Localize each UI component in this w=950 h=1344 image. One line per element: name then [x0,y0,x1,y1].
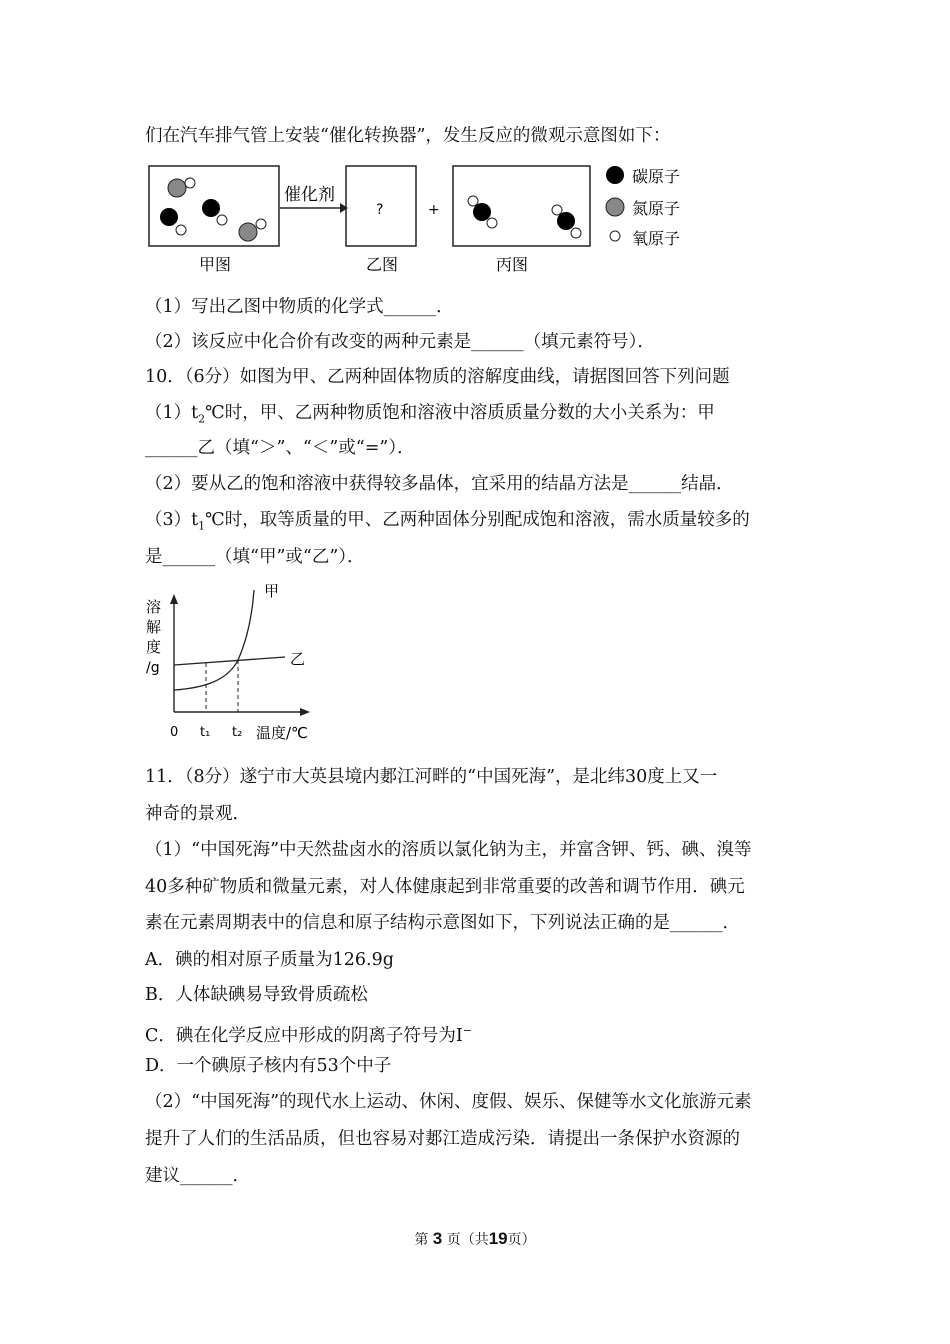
q10-p1-pre: （1）t [145,403,199,423]
footer-pre: 第 [414,1232,429,1248]
legend-carbon: 碳原子 [632,167,681,186]
y-label-2: 解 [146,618,162,636]
page-footer [0,1229,950,1249]
q10-part1-line1 [145,401,715,432]
q10-p3-post: ℃时，取等质量的甲、乙两种固体分别配成饱和溶液，需水质量较多的 [205,510,750,530]
y-label-1: 溶 [146,598,162,616]
footer-total-pages: 19 [488,1229,508,1248]
t1-label: t₁ [200,725,211,740]
q10-p1-sub: 2 [198,412,206,426]
solubility-chart [140,580,330,745]
q10-header: 10．（6分）如图为甲、乙两种固体物质的溶解度曲线，请据图回答下列问题 [145,367,730,387]
q11-option-c-text: C．碘在化学反应中形成的阴离子符号为I [145,1025,463,1046]
intro-line: 们在汽车排气管上安装“催化转换器”，发生反应的微观示意图如下： [145,126,671,146]
molecule-co-2 [202,199,227,225]
q11-header-line1: 11．（8分）遂宁市大英县境内郪江河畔的“中国死海”，是北纬30度上又一 [145,767,718,787]
q11-option-a: A．碘的相对原子质量为126.9g [145,950,394,970]
plus-sign: + [428,202,440,218]
legend-carbon-icon [606,166,624,184]
footer-post: 页） [507,1232,536,1248]
t2-label: t₂ [232,725,243,740]
q11-option-c-sup: − [462,1024,473,1037]
legend-nitrogen: 氮原子 [632,199,681,218]
y-label-4: /g [146,660,160,676]
molecule-co-1 [160,208,186,235]
unknown-mark: ? [376,202,384,218]
catalyst-label: 催化剂 [284,185,335,205]
molecule-no-1 [168,178,195,197]
q10-p1-post: ℃时，甲、乙两种物质饱和溶液中溶质质量分数的大小关系为：甲 [205,403,715,423]
q11-part1-line2: 40多种矿物质和微量元素，对人体健康起到非常重要的改善和调节作用．碘元 [145,877,745,897]
q11-part2-line3: 建议______． [145,1166,250,1186]
x-axis-label: 温度/℃ [256,724,308,742]
curve-jia [174,590,254,690]
molecule-co2-2 [552,205,581,238]
legend-oxygen-icon [610,231,620,241]
q10-part3-line1 [145,508,750,539]
label-yi-tu: 乙图 [366,255,399,274]
q11-part2-line1: （2）“中国死海”的现代水上运动、休闲、度假、娱乐、保健等水文化旅游元素 [145,1092,752,1112]
curve-jia-label: 甲 [264,582,280,600]
q9-part2: （2）该反应中化合价有改变的两种元素是______（填元素符号）． [145,332,655,352]
footer-page-number: 3 [432,1229,443,1248]
q11-part1-line3: 素在元素周期表中的信息和原子结构示意图如下，下列说法正确的是______． [145,913,740,933]
q10-part1-line2: ______乙（填“＞”、“＜”或“=”）． [145,438,415,458]
footer-mid: 页（共 [446,1232,489,1248]
q11-part2-line2: 提升了人们的生活品质，但也容易对郪江造成污染．请提出一条保护水资源的 [145,1129,740,1149]
legend-nitrogen-icon [606,198,624,216]
q11-option-d: D．一个碘原子核内有53个中子 [145,1056,392,1076]
q10-p3-pre: （3）t [145,510,199,530]
legend-oxygen: 氧原子 [632,229,681,248]
q10-part3-line2: 是______（填“甲”或“乙”）． [145,547,365,567]
q11-header-line2: 神奇的景观． [145,804,250,824]
q11-option-b: B．人体缺碘易导致骨质疏松 [145,985,368,1005]
origin-label: 0 [170,725,179,740]
arrow-head [340,203,348,213]
x-axis-arrow [300,708,310,716]
molecule-no-2 [239,219,266,241]
curve-yi-label: 乙 [290,650,306,668]
label-bing-tu: 丙图 [496,255,529,274]
q9-part1: （1）写出乙图中物质的化学式______． [145,297,454,317]
q11-part1-line1: （1）“中国死海”中天然盐卤水的溶质以氯化钠为主，并富含钾、钙、碘、溴等 [145,840,752,860]
reaction-diagram [140,158,700,278]
q10-part2: （2）要从乙的饱和溶液中获得较多晶体，宜采用的结晶方法是______结晶． [145,474,734,494]
q11-option-c [145,1019,472,1048]
curve-yi [174,657,285,665]
y-label-3: 度 [146,638,162,656]
y-axis-arrow [170,594,178,604]
q10-p3-sub: 1 [198,519,206,533]
label-jia-tu: 甲图 [199,255,232,274]
molecule-co2-1 [468,196,497,228]
